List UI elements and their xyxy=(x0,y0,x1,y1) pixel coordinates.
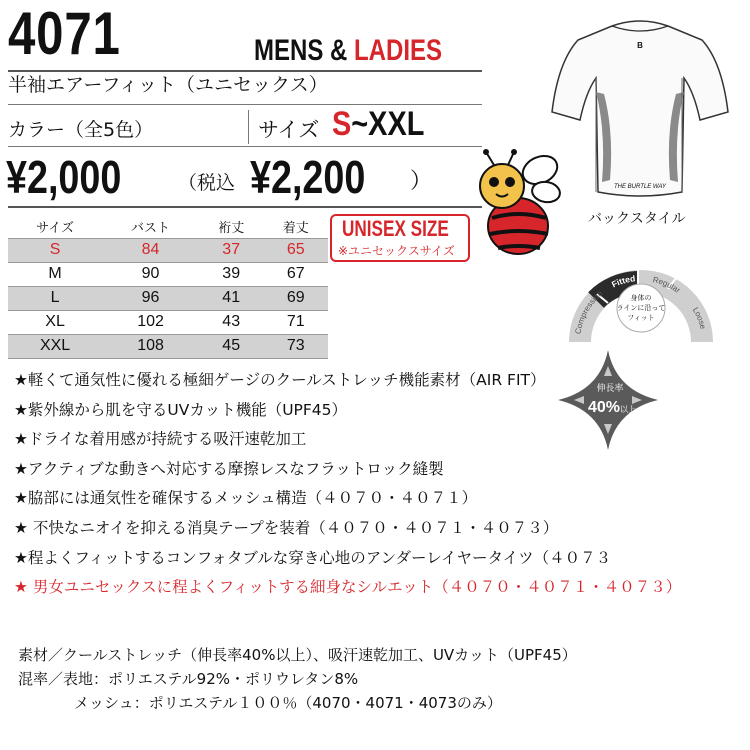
shirt-label: THE BURTLE WAY xyxy=(613,184,667,190)
divider xyxy=(8,146,482,147)
cell-length: 65 xyxy=(263,238,328,262)
back-view-shirt-icon xyxy=(532,2,748,206)
cell-size: XL xyxy=(8,310,102,334)
header-bust: バスト xyxy=(131,220,171,236)
list-item: ★紫外線から肌を守るUVカット機能（UPF45） xyxy=(14,400,348,419)
header-size: サイズ xyxy=(36,220,75,236)
cell-sleeve: 43 xyxy=(199,310,264,334)
gender-ladies: LADIES xyxy=(354,34,443,67)
back-style-caption: バックスタイル xyxy=(588,211,686,227)
header-rule xyxy=(8,206,482,208)
stretch-suffix: 以上 xyxy=(620,405,636,414)
header-sleeve: 裄丈 xyxy=(218,220,245,236)
cell-length: 71 xyxy=(263,310,328,334)
material-spec xyxy=(18,648,577,720)
cell-length: 69 xyxy=(263,286,328,310)
table-row xyxy=(8,262,328,286)
unisex-title: UNISEX SIZE xyxy=(342,216,449,241)
cell-size: L xyxy=(8,286,102,310)
cell-sleeve: 45 xyxy=(199,334,264,358)
spec-mesh: メッシュ：ポリエステル１００％（4070・4071・4073のみ） xyxy=(74,694,502,712)
cell-sleeve: 37 xyxy=(199,238,264,262)
color-count: カラー（全5色） xyxy=(8,119,154,141)
size-table xyxy=(8,216,328,359)
header-rule xyxy=(8,70,482,72)
spec-blend: 混率／表地：ポリエステル92%・ポリウレタン8% xyxy=(18,670,359,688)
list-item: ★軽くて通気性に優れる極細ゲージのクールストレッチ機能素材（AIR FIT） xyxy=(14,371,546,389)
fit-label-compression: Compression xyxy=(573,288,605,335)
list-item: ★ドライな着用感が持続する吸汗速乾加工 xyxy=(14,430,307,449)
list-item: ★程よくフィットするコンフォタブルな穿き心地のアンダーレイヤータイツ（４０７３ xyxy=(14,548,612,567)
cell-size: M xyxy=(8,262,102,286)
price: ¥2,000 xyxy=(6,151,122,203)
spec-material: 素材／クールストレッチ（伸長率40%以上）、吸汗速乾加工、UVカット（UPF45） xyxy=(18,646,577,664)
fit-gauge xyxy=(566,242,716,354)
size-table-header xyxy=(8,216,328,238)
cell-length: 73 xyxy=(263,334,328,358)
list-item: ★ 男女ユニセックスに程よくフィットする細身なシルエット（４０７０・４０７１・４０７３） xyxy=(14,578,682,597)
fit-label-regular: Regular xyxy=(651,275,682,296)
cell-sleeve: 39 xyxy=(199,262,264,286)
unisex-subtitle: ※ユニセックスサイズ xyxy=(338,244,455,258)
stretch-value: 40% xyxy=(587,399,621,416)
vertical-divider xyxy=(248,110,249,144)
cell-length: 67 xyxy=(263,262,328,286)
cell-bust: 108 xyxy=(102,334,199,358)
table-row xyxy=(8,286,328,310)
fit-center-line2: ラインに沿って xyxy=(616,304,666,312)
product-name: 半袖エアーフィット（ユニセックス） xyxy=(8,74,328,96)
size-label: サイズ xyxy=(258,118,320,142)
cell-bust: 84 xyxy=(102,238,199,262)
cell-bust: 102 xyxy=(102,310,199,334)
price-with-tax: ¥2,200 xyxy=(250,151,366,203)
cell-size: XXL xyxy=(8,334,102,358)
table-row xyxy=(8,238,328,262)
stretch-label: 伸長率 xyxy=(596,384,624,394)
gender-label xyxy=(254,36,442,66)
fit-center-line1: 身体の xyxy=(630,294,652,302)
tax-label: （税込 xyxy=(178,172,236,194)
size-range xyxy=(332,105,424,144)
feature-list xyxy=(14,373,744,610)
fit-label-fitted: Fitted xyxy=(610,273,636,290)
list-item: ★脇部には通気性を確保するメッシュ構造（４０７０・４０７１） xyxy=(14,489,478,508)
fit-label-loose: Loose xyxy=(690,305,708,330)
tax-close: ） xyxy=(410,169,433,194)
size-start: S xyxy=(332,105,352,143)
cell-size: S xyxy=(8,238,102,262)
model-number: 4071 xyxy=(8,0,121,67)
cell-bust: 90 xyxy=(102,262,199,286)
table-row xyxy=(8,310,328,334)
svg-text:B: B xyxy=(637,41,643,50)
cell-bust: 96 xyxy=(102,286,199,310)
gender-mens: MENS & xyxy=(254,34,355,67)
list-item: ★アクティブな動きへ対応する摩擦レスなフラットロック縫製 xyxy=(14,459,444,478)
cell-sleeve: 41 xyxy=(199,286,264,310)
header-length: 着丈 xyxy=(282,220,309,236)
fit-center-line3: フィット xyxy=(627,314,655,322)
size-rest: ~XXL xyxy=(351,105,425,143)
list-item: ★ 不快なニオイを抑える消臭テープを装着（４０７０・４０７１・４０７３） xyxy=(14,518,559,537)
table-row xyxy=(8,334,328,358)
